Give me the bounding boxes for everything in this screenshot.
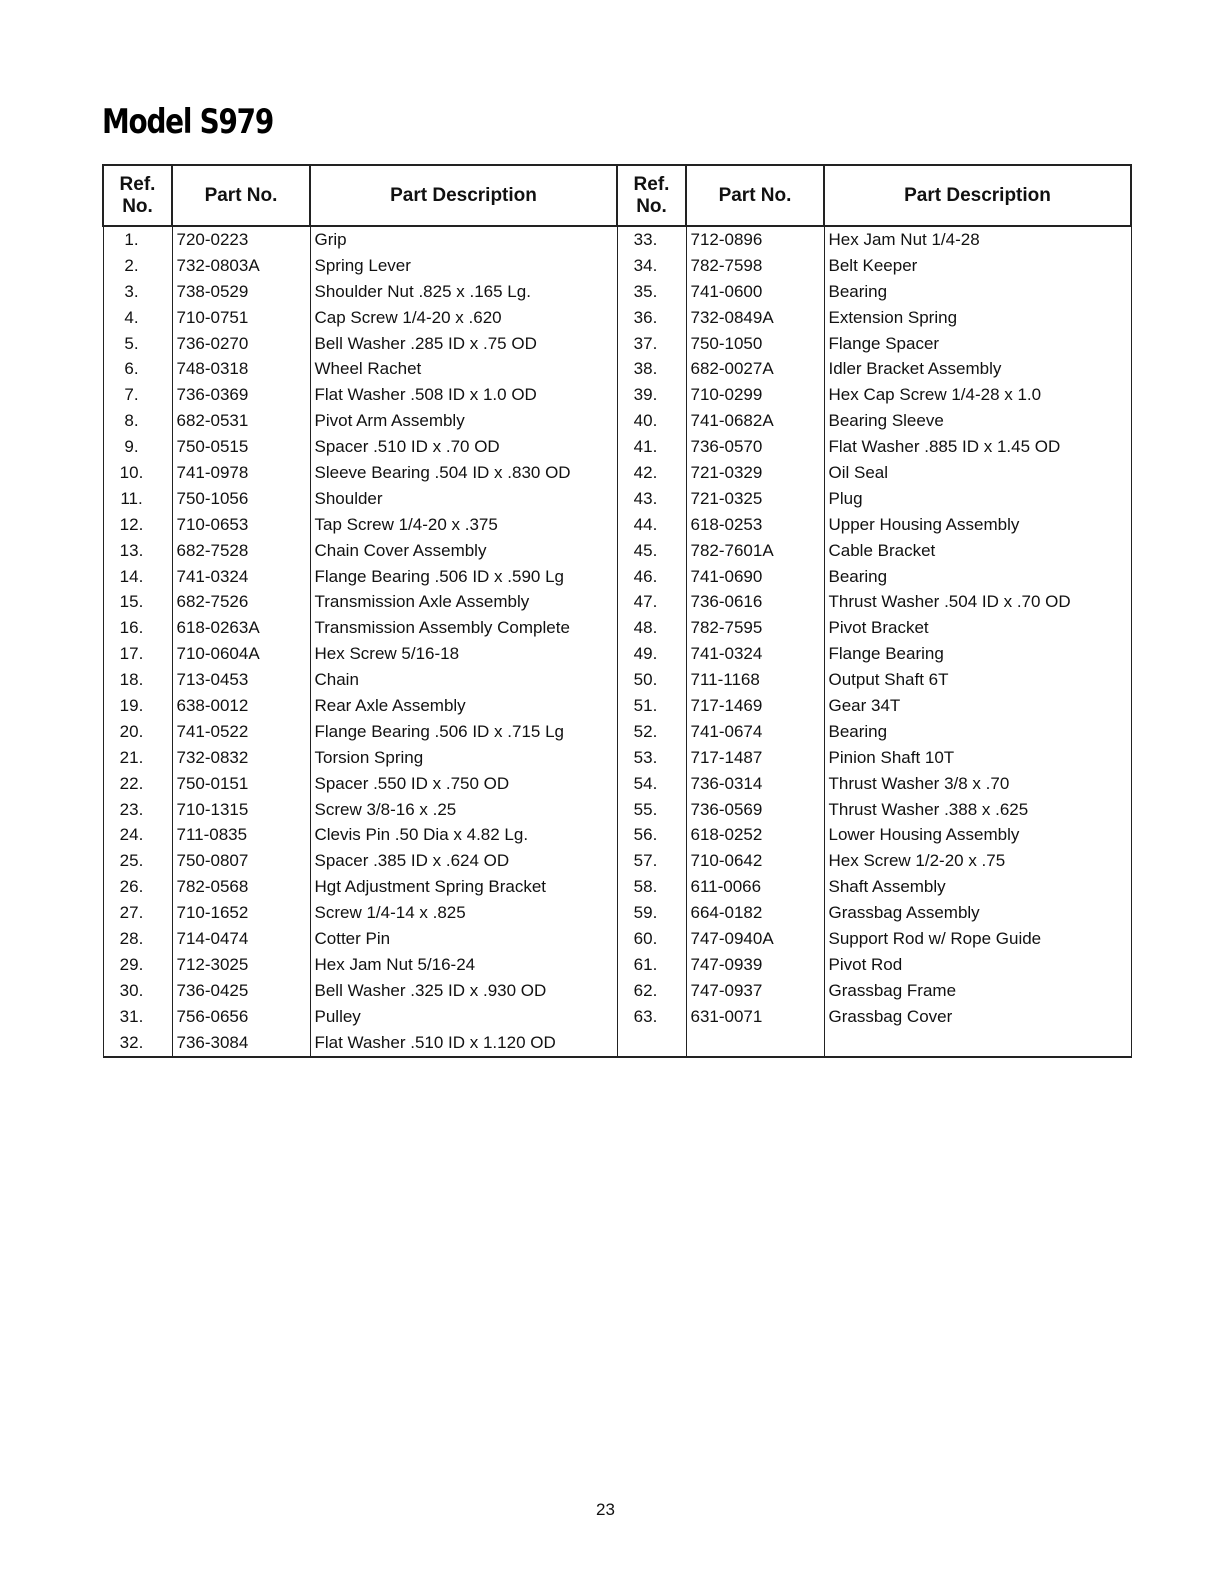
right-ref-cell: 40. — [617, 408, 686, 434]
table-row — [103, 460, 1131, 486]
left-description-cell: Screw 1/4-14 x .825 — [310, 900, 617, 926]
parts-table — [102, 164, 1132, 1058]
table-row — [103, 848, 1131, 874]
right-ref-cell: 38. — [617, 356, 686, 382]
table-row — [103, 900, 1131, 926]
right-ref-cell: 63. — [617, 1004, 686, 1030]
table-row — [103, 822, 1131, 848]
right-part-no-cell: 736-0616 — [686, 589, 824, 615]
header-part-no-left: Part No. — [172, 165, 310, 226]
left-description-cell: Hex Jam Nut 5/16-24 — [310, 952, 617, 978]
right-ref-cell: 51. — [617, 693, 686, 719]
right-ref-cell: 36. — [617, 305, 686, 331]
right-description-cell: Oil Seal — [824, 460, 1131, 486]
header-part-no-right: Part No. — [686, 165, 824, 226]
left-ref-cell: 32. — [103, 1030, 172, 1057]
right-description-cell: Plug — [824, 486, 1131, 512]
table-row — [103, 408, 1131, 434]
left-ref-cell: 18. — [103, 667, 172, 693]
right-description-cell: Thrust Washer 3/8 x .70 — [824, 771, 1131, 797]
header-ref-no-right: Ref. No. — [617, 165, 686, 226]
header-description-right: Part Description — [824, 165, 1131, 226]
table-row — [103, 253, 1131, 279]
right-description-cell: Output Shaft 6T — [824, 667, 1131, 693]
right-ref-cell: 39. — [617, 382, 686, 408]
left-ref-cell: 29. — [103, 952, 172, 978]
left-part-no-cell: 710-1652 — [172, 900, 310, 926]
right-ref-cell: 47. — [617, 589, 686, 615]
left-description-cell: Hgt Adjustment Spring Bracket — [310, 874, 617, 900]
table-row — [103, 978, 1131, 1004]
left-part-no-cell: 714-0474 — [172, 926, 310, 952]
right-description-cell: Pivot Bracket — [824, 615, 1131, 641]
right-description-cell: Cable Bracket — [824, 538, 1131, 564]
left-part-no-cell: 713-0453 — [172, 667, 310, 693]
left-part-no-cell: 736-3084 — [172, 1030, 310, 1057]
right-ref-cell: 45. — [617, 538, 686, 564]
left-part-no-cell: 741-0324 — [172, 564, 310, 590]
left-ref-cell: 7. — [103, 382, 172, 408]
right-ref-cell: 62. — [617, 978, 686, 1004]
right-description-cell: Bearing — [824, 279, 1131, 305]
right-description-cell: Thrust Washer .504 ID x .70 OD — [824, 589, 1131, 615]
right-description-cell: Extension Spring — [824, 305, 1131, 331]
right-ref-cell: 50. — [617, 667, 686, 693]
right-ref-cell: 48. — [617, 615, 686, 641]
right-ref-cell: 55. — [617, 797, 686, 823]
right-ref-cell: 34. — [617, 253, 686, 279]
right-ref-cell: 53. — [617, 745, 686, 771]
right-part-no-cell: 741-0600 — [686, 279, 824, 305]
left-part-no-cell: 750-1056 — [172, 486, 310, 512]
left-part-no-cell: 710-0751 — [172, 305, 310, 331]
left-part-no-cell: 748-0318 — [172, 356, 310, 382]
left-ref-cell: 26. — [103, 874, 172, 900]
right-description-cell: Flange Spacer — [824, 331, 1131, 357]
left-description-cell: Transmission Assembly Complete — [310, 615, 617, 641]
right-description-cell: Grassbag Cover — [824, 1004, 1131, 1030]
left-part-no-cell: 682-7528 — [172, 538, 310, 564]
table-row — [103, 279, 1131, 305]
table-row — [103, 305, 1131, 331]
left-description-cell: Wheel Rachet — [310, 356, 617, 382]
header-ref-no-left: Ref. No. — [103, 165, 172, 226]
left-description-cell: Shoulder Nut .825 x .165 Lg. — [310, 279, 617, 305]
right-ref-cell: 35. — [617, 279, 686, 305]
right-description-cell: Grassbag Frame — [824, 978, 1131, 1004]
table-row — [103, 693, 1131, 719]
left-ref-cell: 4. — [103, 305, 172, 331]
left-part-no-cell: 638-0012 — [172, 693, 310, 719]
left-description-cell: Screw 3/8-16 x .25 — [310, 797, 617, 823]
table-row — [103, 952, 1131, 978]
right-ref-cell: 37. — [617, 331, 686, 357]
parts-table-body — [103, 226, 1131, 1057]
left-description-cell: Chain — [310, 667, 617, 693]
page-number: 23 — [596, 1500, 615, 1519]
left-ref-cell: 15. — [103, 589, 172, 615]
left-part-no-cell: 750-0151 — [172, 771, 310, 797]
left-ref-cell: 2. — [103, 253, 172, 279]
right-description-cell: Bearing Sleeve — [824, 408, 1131, 434]
right-description-cell: Idler Bracket Assembly — [824, 356, 1131, 382]
right-ref-cell: 60. — [617, 926, 686, 952]
table-row — [103, 615, 1131, 641]
left-ref-cell: 3. — [103, 279, 172, 305]
left-description-cell: Shoulder — [310, 486, 617, 512]
right-part-no-cell: 717-1469 — [686, 693, 824, 719]
left-part-no-cell: 736-0369 — [172, 382, 310, 408]
right-description-cell: Flange Bearing — [824, 641, 1131, 667]
left-part-no-cell: 756-0656 — [172, 1004, 310, 1030]
left-part-no-cell: 711-0835 — [172, 822, 310, 848]
left-description-cell: Spacer .385 ID x .624 OD — [310, 848, 617, 874]
table-row — [103, 382, 1131, 408]
right-ref-cell: 56. — [617, 822, 686, 848]
left-description-cell: Flange Bearing .506 ID x .715 Lg — [310, 719, 617, 745]
right-ref-cell: 57. — [617, 848, 686, 874]
left-description-cell: Cap Screw 1/4-20 x .620 — [310, 305, 617, 331]
right-ref-cell: 52. — [617, 719, 686, 745]
left-description-cell: Tap Screw 1/4-20 x .375 — [310, 512, 617, 538]
left-part-no-cell: 732-0832 — [172, 745, 310, 771]
right-part-no-cell: 782-7595 — [686, 615, 824, 641]
left-description-cell: Spacer .550 ID x .750 OD — [310, 771, 617, 797]
right-part-no-cell: 618-0252 — [686, 822, 824, 848]
page-title: Model S979 — [102, 102, 274, 142]
left-ref-cell: 22. — [103, 771, 172, 797]
right-description-cell: Pivot Rod — [824, 952, 1131, 978]
table-row — [103, 486, 1131, 512]
right-part-no-cell: 741-0682A — [686, 408, 824, 434]
right-part-no-cell: 618-0253 — [686, 512, 824, 538]
left-ref-cell: 10. — [103, 460, 172, 486]
table-row — [103, 1004, 1131, 1030]
table-row — [103, 226, 1131, 253]
right-part-no-cell: 710-0642 — [686, 848, 824, 874]
left-ref-cell: 14. — [103, 564, 172, 590]
right-description-cell: Hex Screw 1/2-20 x .75 — [824, 848, 1131, 874]
left-ref-cell: 6. — [103, 356, 172, 382]
right-part-no-cell: 741-0690 — [686, 564, 824, 590]
right-part-no-cell: 664-0182 — [686, 900, 824, 926]
table-row — [103, 797, 1131, 823]
right-part-no-cell: 721-0329 — [686, 460, 824, 486]
left-ref-cell: 16. — [103, 615, 172, 641]
left-ref-cell: 9. — [103, 434, 172, 460]
left-ref-cell: 5. — [103, 331, 172, 357]
right-part-no-cell: 732-0849A — [686, 305, 824, 331]
left-ref-cell: 11. — [103, 486, 172, 512]
left-description-cell: Bell Washer .285 ID x .75 OD — [310, 331, 617, 357]
table-row — [103, 745, 1131, 771]
left-description-cell: Torsion Spring — [310, 745, 617, 771]
right-part-no-cell: 782-7601A — [686, 538, 824, 564]
left-description-cell: Bell Washer .325 ID x .930 OD — [310, 978, 617, 1004]
right-description-cell: Flat Washer .885 ID x 1.45 OD — [824, 434, 1131, 460]
left-ref-cell: 27. — [103, 900, 172, 926]
left-part-no-cell: 736-0270 — [172, 331, 310, 357]
left-description-cell: Spacer .510 ID x .70 OD — [310, 434, 617, 460]
right-ref-cell: 46. — [617, 564, 686, 590]
left-part-no-cell: 720-0223 — [172, 226, 310, 253]
right-part-no-cell: 736-0314 — [686, 771, 824, 797]
left-description-cell: Rear Axle Assembly — [310, 693, 617, 719]
table-row — [103, 589, 1131, 615]
table-row — [103, 564, 1131, 590]
left-part-no-cell: 736-0425 — [172, 978, 310, 1004]
right-ref-cell: 61. — [617, 952, 686, 978]
right-description-cell: Upper Housing Assembly — [824, 512, 1131, 538]
right-part-no-cell: 721-0325 — [686, 486, 824, 512]
left-part-no-cell: 712-3025 — [172, 952, 310, 978]
left-part-no-cell: 732-0803A — [172, 253, 310, 279]
right-part-no-cell: 741-0324 — [686, 641, 824, 667]
right-description-cell: Bearing — [824, 719, 1131, 745]
right-ref-cell: 33. — [617, 226, 686, 253]
table-row — [103, 331, 1131, 357]
left-ref-cell: 23. — [103, 797, 172, 823]
left-ref-cell: 1. — [103, 226, 172, 253]
left-description-cell: Transmission Axle Assembly — [310, 589, 617, 615]
right-ref-cell: 42. — [617, 460, 686, 486]
left-description-cell: Sleeve Bearing .504 ID x .830 OD — [310, 460, 617, 486]
table-row — [103, 1030, 1131, 1057]
left-part-no-cell: 738-0529 — [172, 279, 310, 305]
left-part-no-cell: 750-0515 — [172, 434, 310, 460]
right-description-cell: Thrust Washer .388 x .625 — [824, 797, 1131, 823]
right-description-cell: Hex Jam Nut 1/4-28 — [824, 226, 1131, 253]
right-part-no-cell: 741-0674 — [686, 719, 824, 745]
left-description-cell: Flange Bearing .506 ID x .590 Lg — [310, 564, 617, 590]
right-description-cell: Grassbag Assembly — [824, 900, 1131, 926]
table-row — [103, 512, 1131, 538]
right-part-no-cell: 711-1168 — [686, 667, 824, 693]
right-description-cell: Lower Housing Assembly — [824, 822, 1131, 848]
right-ref-cell: 44. — [617, 512, 686, 538]
left-ref-cell: 25. — [103, 848, 172, 874]
right-description-cell: Bearing — [824, 564, 1131, 590]
right-description-cell: Belt Keeper — [824, 253, 1131, 279]
table-row — [103, 356, 1131, 382]
left-ref-cell: 31. — [103, 1004, 172, 1030]
header-description-left: Part Description — [310, 165, 617, 226]
table-row — [103, 667, 1131, 693]
left-ref-cell: 30. — [103, 978, 172, 1004]
table-row — [103, 874, 1131, 900]
right-ref-cell: 41. — [617, 434, 686, 460]
left-part-no-cell: 741-0522 — [172, 719, 310, 745]
right-description-cell: Gear 34T — [824, 693, 1131, 719]
right-part-no-cell: 736-0569 — [686, 797, 824, 823]
left-part-no-cell: 750-0807 — [172, 848, 310, 874]
left-part-no-cell: 618-0263A — [172, 615, 310, 641]
right-ref-cell: 49. — [617, 641, 686, 667]
left-ref-cell: 19. — [103, 693, 172, 719]
left-ref-cell: 21. — [103, 745, 172, 771]
right-description-cell: Support Rod w/ Rope Guide — [824, 926, 1131, 952]
right-description-cell: Hex Cap Screw 1/4-28 x 1.0 — [824, 382, 1131, 408]
left-description-cell: Grip — [310, 226, 617, 253]
left-description-cell: Spring Lever — [310, 253, 617, 279]
table-row — [103, 434, 1131, 460]
right-part-no-cell: 747-0937 — [686, 978, 824, 1004]
left-part-no-cell: 741-0978 — [172, 460, 310, 486]
left-part-no-cell: 782-0568 — [172, 874, 310, 900]
right-part-no-cell: 750-1050 — [686, 331, 824, 357]
left-description-cell: Hex Screw 5/16-18 — [310, 641, 617, 667]
table-row — [103, 719, 1131, 745]
left-description-cell: Chain Cover Assembly — [310, 538, 617, 564]
left-description-cell: Pulley — [310, 1004, 617, 1030]
table-row — [103, 771, 1131, 797]
left-ref-cell: 17. — [103, 641, 172, 667]
right-part-no-cell: 782-7598 — [686, 253, 824, 279]
table-row — [103, 538, 1131, 564]
right-description-cell — [824, 1030, 1131, 1057]
table-header-row — [103, 165, 1131, 226]
table-row — [103, 641, 1131, 667]
right-ref-cell: 54. — [617, 771, 686, 797]
right-description-cell: Shaft Assembly — [824, 874, 1131, 900]
right-part-no-cell: 747-0940A — [686, 926, 824, 952]
left-part-no-cell: 710-1315 — [172, 797, 310, 823]
right-part-no-cell: 717-1487 — [686, 745, 824, 771]
left-ref-cell: 12. — [103, 512, 172, 538]
right-description-cell: Pinion Shaft 10T — [824, 745, 1131, 771]
right-part-no-cell: 682-0027A — [686, 356, 824, 382]
left-ref-cell: 13. — [103, 538, 172, 564]
left-ref-cell: 8. — [103, 408, 172, 434]
right-ref-cell: 59. — [617, 900, 686, 926]
left-part-no-cell: 682-7526 — [172, 589, 310, 615]
right-ref-cell — [617, 1030, 686, 1057]
left-ref-cell: 28. — [103, 926, 172, 952]
left-description-cell: Pivot Arm Assembly — [310, 408, 617, 434]
left-ref-cell: 20. — [103, 719, 172, 745]
left-description-cell: Clevis Pin .50 Dia x 4.82 Lg. — [310, 822, 617, 848]
right-ref-cell: 43. — [617, 486, 686, 512]
right-ref-cell: 58. — [617, 874, 686, 900]
right-part-no-cell: 736-0570 — [686, 434, 824, 460]
right-part-no-cell: 611-0066 — [686, 874, 824, 900]
left-ref-cell: 24. — [103, 822, 172, 848]
right-part-no-cell: 747-0939 — [686, 952, 824, 978]
left-description-cell: Flat Washer .508 ID x 1.0 OD — [310, 382, 617, 408]
left-part-no-cell: 710-0604A — [172, 641, 310, 667]
right-part-no-cell: 631-0071 — [686, 1004, 824, 1030]
right-part-no-cell: 712-0896 — [686, 226, 824, 253]
table-row — [103, 926, 1131, 952]
right-part-no-cell: 710-0299 — [686, 382, 824, 408]
left-part-no-cell: 682-0531 — [172, 408, 310, 434]
left-description-cell: Cotter Pin — [310, 926, 617, 952]
left-description-cell: Flat Washer .510 ID x 1.120 OD — [310, 1030, 617, 1057]
left-part-no-cell: 710-0653 — [172, 512, 310, 538]
right-part-no-cell — [686, 1030, 824, 1057]
